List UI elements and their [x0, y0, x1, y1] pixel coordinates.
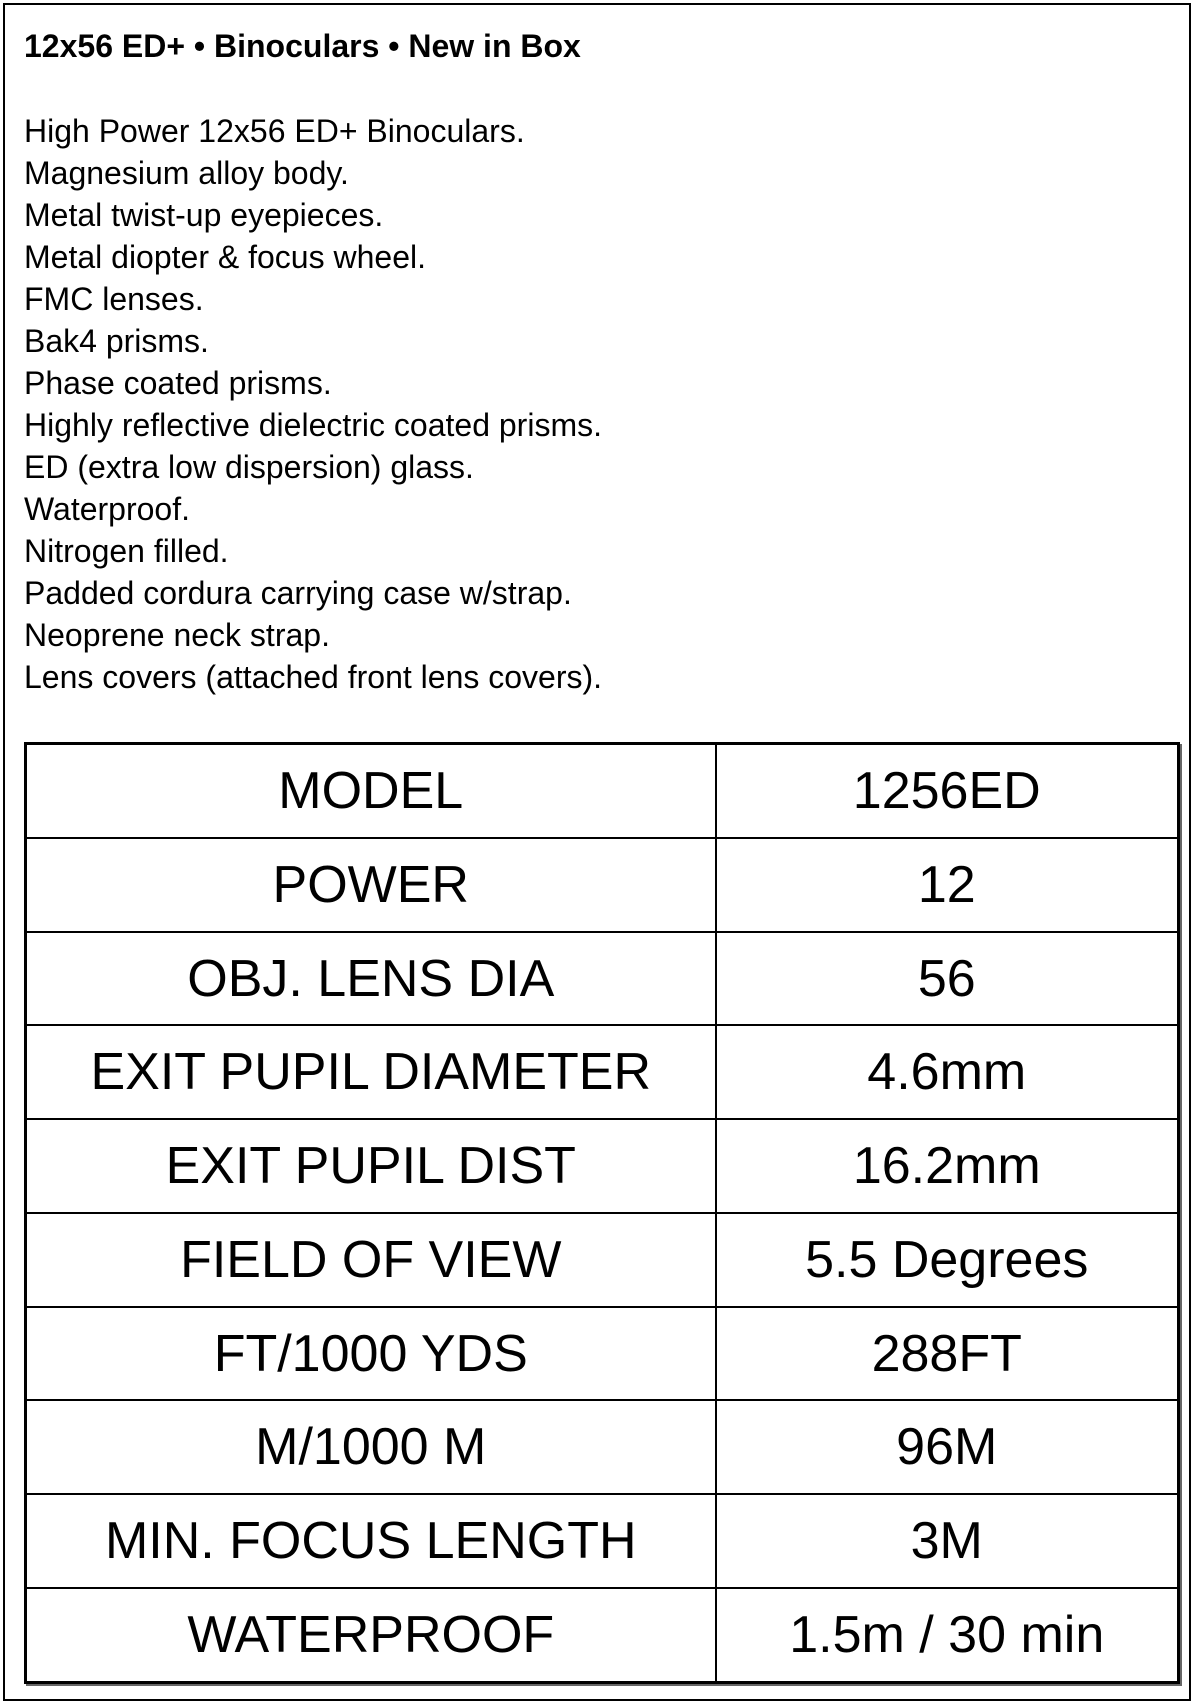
feature-list [24, 110, 602, 698]
table-row [26, 1213, 1179, 1307]
spec-label: FIELD OF VIEW [26, 1213, 716, 1307]
spec-label: FT/1000 YDS [26, 1307, 716, 1401]
spec-value: 3M [716, 1494, 1179, 1588]
spec-value: 56 [716, 932, 1179, 1026]
table-row [26, 744, 1179, 839]
spec-value: 16.2mm [716, 1119, 1179, 1213]
spec-value: 288FT [716, 1307, 1179, 1401]
feature-item: Highly reflective dielectric coated prisms. [24, 407, 602, 443]
spec-label: MODEL [26, 744, 716, 839]
spec-value: 12 [716, 838, 1179, 932]
feature-item: Padded cordura carrying case w/strap. [24, 575, 572, 611]
table-row [26, 1494, 1179, 1588]
listing-frame [3, 3, 1191, 1701]
feature-item: Metal diopter & focus wheel. [24, 239, 426, 275]
feature-item: Magnesium alloy body. [24, 155, 349, 191]
table-row [26, 1119, 1179, 1213]
feature-item: High Power 12x56 ED+ Binoculars. [24, 113, 525, 149]
table-row [26, 932, 1179, 1026]
spec-value: 5.5 Degrees [716, 1213, 1179, 1307]
feature-item: FMC lenses. [24, 281, 204, 317]
feature-item: Phase coated prisms. [24, 365, 332, 401]
spec-label: MIN. FOCUS LENGTH [26, 1494, 716, 1588]
feature-item: Bak4 prisms. [24, 323, 209, 359]
listing-title: 12x56 ED+ • Binoculars • New in Box [24, 28, 581, 64]
table-row [26, 838, 1179, 932]
table-row [26, 1588, 1179, 1683]
spec-label: POWER [26, 838, 716, 932]
feature-item: Waterproof. [24, 491, 190, 527]
spec-label: WATERPROOF [26, 1588, 716, 1683]
table-row [26, 1400, 1179, 1494]
spec-table [24, 742, 1180, 1684]
feature-item: Metal twist-up eyepieces. [24, 197, 384, 233]
spec-label: OBJ. LENS DIA [26, 932, 716, 1026]
spec-label: EXIT PUPIL DIAMETER [26, 1025, 716, 1119]
spec-value: 96M [716, 1400, 1179, 1494]
spec-label: EXIT PUPIL DIST [26, 1119, 716, 1213]
feature-item: Nitrogen filled. [24, 533, 229, 569]
feature-item: Neoprene neck strap. [24, 617, 330, 653]
feature-item: ED (extra low dispersion) glass. [24, 449, 474, 485]
spec-label: M/1000 M [26, 1400, 716, 1494]
spec-value: 4.6mm [716, 1025, 1179, 1119]
table-row [26, 1307, 1179, 1401]
feature-item: Lens covers (attached front lens covers). [24, 659, 603, 695]
spec-value: 1256ED [716, 744, 1179, 839]
table-row [26, 1025, 1179, 1119]
spec-value: 1.5m / 30 min [716, 1588, 1179, 1683]
